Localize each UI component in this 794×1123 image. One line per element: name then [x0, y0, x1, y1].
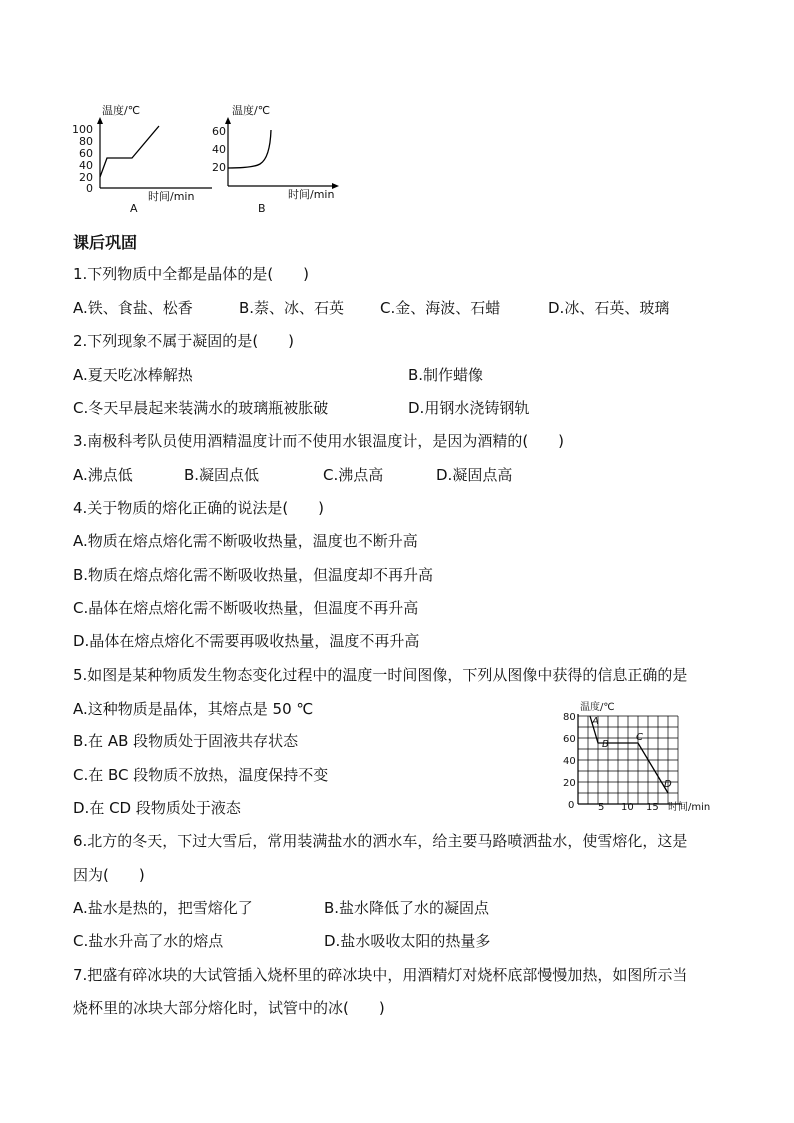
q5-chart-xtick: 15: [646, 802, 659, 813]
q5-option-a: A.这种物质是晶体，其熔点是 50 ℃: [73, 700, 314, 718]
q5-option-d: D.在 CD 段物质处于液态: [73, 799, 241, 817]
q2-option-d: D.用钢水浇铸钢轨: [408, 399, 530, 417]
q3-option-b: B.凝固点低: [184, 466, 260, 484]
graph-a-xlabel: 时间/min: [148, 190, 195, 203]
q5-option-c: C.在 BC 段物质不放热，温度保持不变: [73, 766, 329, 784]
graph-a-caption: A: [130, 202, 138, 215]
graph-a-ytick: 0: [86, 182, 93, 195]
q5-chart-curve: [590, 716, 668, 793]
q1-stem: 1.下列物质中全都是晶体的是( ): [73, 265, 310, 283]
q5-chart-xlabel: 时间/min: [668, 802, 711, 813]
q1-option-a: A.铁、食盐、松香: [73, 299, 193, 317]
q1-option-b: B.萘、冰、石英: [239, 299, 345, 317]
graph-b-xlabel: 时间/min: [288, 188, 335, 201]
q2-option-c: C.冬天早晨起来装满水的玻璃瓶被胀破: [73, 399, 329, 417]
q5-chart-grid: [578, 716, 678, 804]
q6-option-d: D.盐水吸收太阳的热量多: [324, 932, 491, 950]
graph-b: [208, 100, 348, 215]
graph-a-ytick: 40: [79, 159, 93, 172]
q7-stem-line2: 烧杯里的冰块大部分熔化时，试管中的冰( ): [73, 999, 385, 1017]
graph-b-ytick: 60: [212, 125, 226, 138]
q5-chart: [560, 700, 725, 815]
graph-b-axes: [225, 117, 339, 189]
graph-a: [62, 100, 212, 215]
graph-a-ytick: 100: [72, 123, 93, 136]
graph-a-axes: [97, 117, 212, 188]
q5-point-b: B: [602, 739, 609, 750]
q5-point-a: A: [592, 716, 599, 727]
q1-option-c: C.金、海波、石蜡: [380, 299, 501, 317]
q5-chart-ylabel: 温度/℃: [580, 702, 615, 713]
q6-stem-line2: 因为( ): [73, 866, 145, 884]
graph-a-ytick: 60: [79, 147, 93, 160]
graph-a-curve: [100, 126, 159, 177]
q5-chart-ytick: 0: [568, 800, 575, 811]
q5-chart-ytick: 80: [563, 712, 576, 723]
graph-b-ytick: 20: [212, 161, 226, 174]
q4-option-c: C.晶体在熔点熔化需不断吸收热量，但温度不再升高: [73, 599, 419, 617]
q2-option-a: A.夏天吃冰棒解热: [73, 366, 193, 384]
q4-option-d: D.晶体在熔点熔化不需要再吸收热量，温度不再升高: [73, 632, 420, 650]
graph-a-ytick: 20: [79, 171, 93, 184]
q6-option-a: A.盐水是热的，把雪熔化了: [73, 899, 253, 917]
section-title: 课后巩固: [73, 233, 138, 252]
q3-option-c: C.沸点高: [323, 466, 384, 484]
q5-chart-ytick: 20: [563, 778, 576, 789]
q5-chart-ytick: 60: [563, 734, 576, 745]
q6-stem-line1: 6.北方的冬天，下过大雪后，常用装满盐水的洒水车，给主要马路喷洒盐水，使雪熔化，这是: [73, 832, 688, 850]
q3-option-d: D.凝固点高: [436, 466, 513, 484]
q2-stem: 2.下列现象不属于凝固的是( ): [73, 332, 295, 350]
q4-option-a: A.物质在熔点熔化需不断吸收热量，温度也不断升高: [73, 532, 418, 550]
q5-chart-xtick: 5: [598, 802, 605, 813]
q5-option-b: B.在 AB 段物质处于固液共存状态: [73, 732, 299, 750]
q6-option-c: C.盐水升高了水的熔点: [73, 932, 224, 950]
q3-option-a: A.沸点低: [73, 466, 133, 484]
graph-b-caption: B: [258, 202, 266, 215]
graph-b-ytick: 40: [212, 143, 226, 156]
q6-option-b: B.盐水降低了水的凝固点: [324, 899, 490, 917]
q2-option-b: B.制作蜡像: [408, 366, 484, 384]
q5-stem: 5.如图是某种物质发生物态变化过程中的温度一时间图像，下列从图像中获得的信息正确的是: [73, 666, 688, 684]
q3-stem: 3.南极科考队员使用酒精温度计而不使用水银温度计，是因为酒精的( ): [73, 432, 565, 450]
graph-a-ytick: 80: [79, 135, 93, 148]
graph-b-ylabel: 温度/℃: [232, 104, 271, 117]
q4-stem: 4.关于物质的熔化正确的说法是( ): [73, 499, 325, 517]
q5-point-c: C: [636, 732, 643, 743]
graph-b-curve: [228, 130, 271, 168]
q5-point-d: D: [664, 779, 672, 790]
graph-a-ylabel: 温度/℃: [102, 104, 141, 117]
q7-stem-line1: 7.把盛有碎冰块的大试管插入烧杯里的碎冰块中，用酒精灯对烧杯底部慢慢加热，如图所示当: [73, 966, 688, 984]
q1-option-d: D.冰、石英、玻璃: [548, 299, 670, 317]
q5-chart-xtick: 10: [621, 802, 634, 813]
q4-option-b: B.物质在熔点熔化需不断吸收热量，但温度却不再升高: [73, 566, 434, 584]
q5-chart-ytick: 40: [563, 756, 576, 767]
